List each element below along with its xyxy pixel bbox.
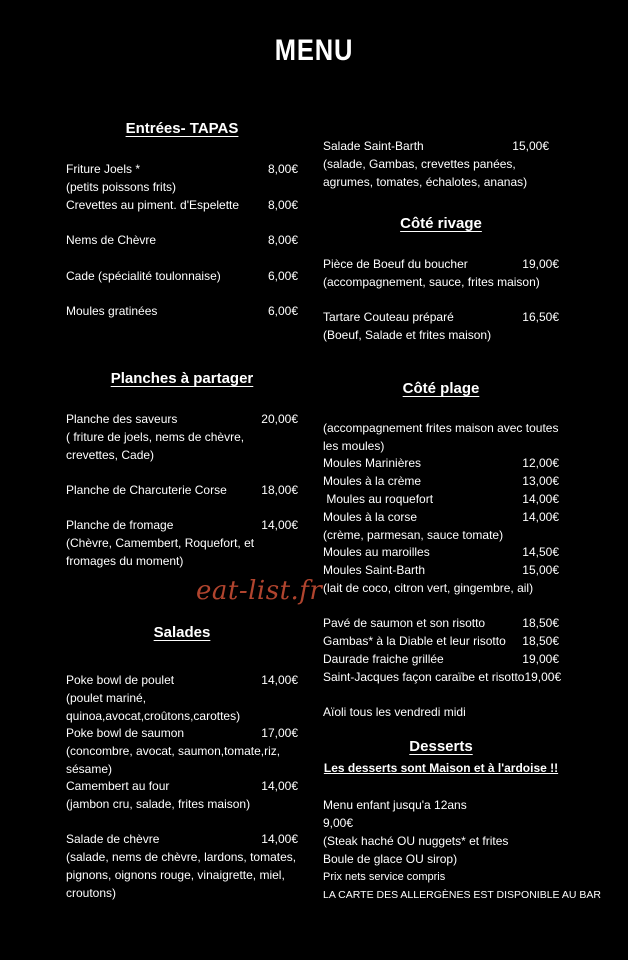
- item-name: Moules gratinées: [66, 304, 158, 318]
- item-price: 18,00€: [261, 483, 298, 497]
- item-name: Poke bowl de saumon: [66, 726, 185, 740]
- menu-item: [323, 490, 559, 508]
- menu-item: [66, 671, 298, 725]
- item-name: Saint-Jacques façon caraïbe et risotto: [323, 670, 525, 684]
- menu-item: [323, 454, 559, 472]
- item-price: 19,00€: [522, 257, 559, 271]
- item-desc: (Chèvre, Camembert, Roquefort, et fromages du moment): [66, 536, 255, 568]
- item-price: 14,00€: [261, 518, 298, 532]
- menu-item: [323, 508, 559, 544]
- item-name: Moules à la crème: [323, 474, 422, 488]
- menu-item: [323, 614, 559, 632]
- allergens-note: LA CARTE DES ALLERGÈNES EST DISPONIBLE AU BAR: [323, 889, 601, 901]
- prices-note: Prix nets service compris: [323, 871, 446, 883]
- item-price: 18,50€: [522, 616, 559, 630]
- menu-item: [323, 255, 559, 291]
- menu-item: [66, 481, 298, 499]
- item-name: Nems de Chèvre: [66, 233, 157, 247]
- kids-menu-price: 9,00€: [323, 816, 354, 830]
- item-price: 6,00€: [267, 269, 298, 283]
- item-price: 12,00€: [522, 456, 559, 470]
- item-name: Salade Saint-Barth: [323, 139, 424, 153]
- item-price: 19,00€: [524, 670, 562, 684]
- item-desc: (Boeuf, Salade et frites maison): [323, 328, 492, 342]
- menu-item: [66, 724, 298, 778]
- item-desc: ( friture de joels, nems de chèvre, crevettes, Cade): [66, 430, 245, 462]
- item-name: Poke bowl de poulet: [66, 673, 175, 687]
- item-name: Daurade fraiche grillée: [323, 652, 444, 666]
- menu-item: [323, 561, 559, 597]
- item-price: 19,00€: [522, 652, 559, 666]
- item-name: Friture Joels *: [66, 162, 141, 176]
- item-desc: (jambon cru, salade, frites maison): [66, 797, 251, 811]
- kids-menu-desc-2: Boule de glace OU sirop): [323, 852, 458, 866]
- section-heading-entrees: Entrées- TAPAS: [125, 120, 239, 137]
- kids-menu-line: Menu enfant jusqu'a 12ans: [323, 798, 467, 812]
- item-price: 15,00€: [512, 139, 549, 153]
- menu-item: [66, 267, 298, 285]
- item-name: Pavé de saumon et son risotto: [323, 616, 486, 630]
- item-price: 8,00€: [267, 198, 298, 212]
- item-price: 16,50€: [522, 310, 559, 324]
- kids-menu-desc: (Steak haché OU nuggets* et frites: [323, 834, 509, 848]
- item-desc: (concombre, avocat, saumon,tomate,riz, sésame): [66, 744, 281, 776]
- item-price: 14,00€: [522, 492, 559, 506]
- menu-item: [66, 302, 298, 320]
- menu-item: [323, 472, 559, 490]
- page-title: MENU: [274, 34, 354, 67]
- section-intro: (accompagnement frites maison avec toutes les moules): [323, 421, 559, 453]
- item-price: 14,00€: [261, 673, 298, 687]
- footer-note: [323, 796, 601, 904]
- item-name: Moules Saint-Barth: [323, 563, 426, 577]
- menu-item: [66, 231, 298, 249]
- menu-item: [66, 196, 298, 214]
- item-name: Cade (spécialité toulonnaise): [66, 269, 221, 283]
- section-heading-plage: Côté plage: [402, 380, 480, 397]
- item-desc: (accompagnement, sauce, frites maison): [323, 275, 540, 289]
- menu-item: [66, 410, 298, 464]
- item-price: 6,00€: [267, 304, 298, 318]
- menu-item: [66, 516, 298, 570]
- item-price: 14,50€: [522, 545, 559, 559]
- item-name: Planche des saveurs: [66, 412, 178, 426]
- item-desc: (salade, nems de chèvre, lardons, tomates, pignons, oignons rouge, vinaigrette, miel, croutons): [66, 850, 297, 900]
- item-name: Moules au maroilles: [323, 545, 430, 559]
- menu-item: [66, 160, 298, 196]
- item-desc: (poulet mariné, quinoa,avocat,croûtons,carottes): [66, 691, 241, 723]
- menu-item: [66, 777, 298, 813]
- item-price: 14,00€: [261, 832, 298, 846]
- item-price: 14,00€: [261, 779, 298, 793]
- item-name: Salade de chèvre: [66, 832, 160, 846]
- item-price: 17,00€: [261, 726, 298, 740]
- section-heading-planches: Planches à partager: [110, 370, 254, 387]
- item-name: Pièce de Boeuf du boucher: [323, 257, 468, 271]
- item-name: Moules à la corse: [323, 510, 418, 524]
- menu-item: [323, 308, 559, 344]
- item-name: Planche de Charcuterie Corse: [66, 483, 227, 497]
- item-price: 18,50€: [522, 634, 559, 648]
- menu-item: [323, 137, 549, 191]
- section-heading-rivage: Côté rivage: [400, 215, 482, 232]
- item-name: Tartare Couteau préparé: [323, 310, 454, 324]
- aioli-note: Aïoli tous les vendredi midi: [323, 705, 466, 719]
- item-price: 8,00€: [267, 233, 298, 247]
- item-name: Gambas* à la Diable et leur risotto: [323, 634, 506, 648]
- item-price: 14,00€: [522, 510, 559, 524]
- menu-item: [323, 668, 562, 686]
- item-desc: (lait de coco, citron vert, gingembre, ail): [323, 581, 534, 595]
- menu-item: [66, 830, 298, 902]
- item-desc: (petits poissons frits): [66, 180, 177, 194]
- section-heading-salades: Salades: [153, 624, 211, 641]
- menu-item: [323, 543, 559, 561]
- item-name: Moules au roquefort: [323, 492, 434, 506]
- section-heading-desserts: Desserts: [409, 738, 473, 755]
- item-desc: (crème, parmesan, sauce tomate): [323, 528, 504, 542]
- menu-item: [323, 650, 559, 668]
- item-price: 20,00€: [261, 412, 298, 426]
- item-price: 15,00€: [522, 563, 559, 577]
- watermark: eat-list.fr: [196, 576, 323, 606]
- item-name: Moules Marinières: [323, 456, 422, 470]
- item-price: 13,00€: [522, 474, 559, 488]
- item-price: 8,00€: [267, 162, 298, 176]
- item-name: Camembert au four: [66, 779, 170, 793]
- item-name: Crevettes au piment. d'Espelette: [66, 198, 240, 212]
- desserts-subheading: Les desserts sont Maison et à l'ardoise !!: [323, 761, 559, 775]
- item-name: Planche de fromage: [66, 518, 174, 532]
- item-desc: (salade, Gambas, crevettes panées, agrumes, tomates, échalotes, ananas): [323, 157, 528, 189]
- menu-item: [323, 632, 559, 650]
